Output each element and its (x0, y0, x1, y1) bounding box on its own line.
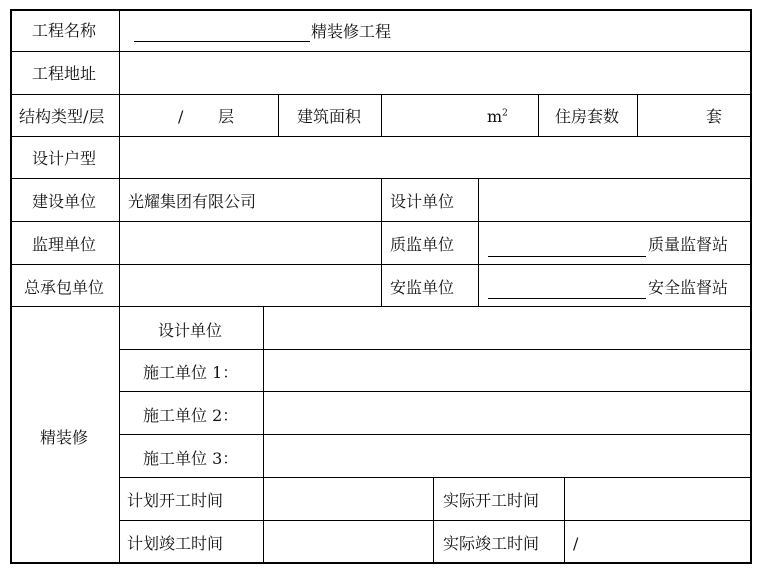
area-unit: $m^2$ (487, 107, 508, 126)
housing-units-label: 住房套数 (555, 107, 620, 126)
row-divider (119, 477, 752, 478)
row-divider (119, 520, 752, 521)
safety-supervision-suffix: 安全监督站 (648, 278, 729, 297)
column-divider (381, 94, 382, 136)
column-divider (278, 94, 279, 136)
building-area-label: 建筑面积 (297, 107, 362, 126)
structure-type-label: 结构类型/层 (19, 107, 105, 126)
row-divider (10, 51, 752, 52)
quality-supervision-label: 质监单位 (390, 235, 455, 254)
floors-unit: 层 (218, 107, 235, 126)
construction-unit-3-label: 施工单位 3： (143, 449, 239, 468)
column-divider (538, 94, 539, 136)
column-divider (564, 477, 565, 564)
design-layout-label: 设计户型 (32, 149, 97, 168)
design-layout-field[interactable] (121, 138, 750, 177)
column-divider (119, 9, 120, 564)
supervision-unit-label: 监理单位 (32, 235, 97, 254)
planned-completion-label: 计划竣工时间 (127, 534, 224, 553)
actual-completion-value: / (573, 534, 579, 553)
column-divider (478, 178, 479, 306)
safety-supervision-blank[interactable] (488, 298, 646, 299)
developer-value: 光耀集团有限公司 (128, 192, 257, 211)
general-contractor-label: 总承包单位 (24, 278, 105, 297)
column-divider (637, 94, 638, 136)
row-divider (119, 391, 752, 392)
row-divider (119, 434, 752, 435)
column-divider (381, 178, 382, 306)
structure-slash: / (178, 107, 184, 126)
planned-start-label: 计划开工时间 (127, 491, 224, 510)
project-address-label: 工程地址 (32, 64, 97, 83)
column-divider (263, 306, 264, 564)
project-name-blank[interactable] (134, 41, 310, 42)
quality-supervision-suffix: 质量监督站 (648, 235, 729, 254)
project-name-label: 工程名称 (32, 21, 97, 40)
construction-unit-1-label: 施工单位 1： (143, 363, 239, 382)
housing-units-unit: 套 (706, 107, 723, 126)
actual-completion-label: 实际竣工时间 (443, 534, 540, 553)
design-unit-label: 设计单位 (390, 192, 455, 211)
row-divider (10, 306, 752, 307)
fit-out-design-unit-label: 设计单位 (158, 321, 223, 340)
actual-start-label: 实际开工时间 (443, 491, 540, 510)
fit-out-label: 精装修 (40, 428, 89, 447)
row-divider (119, 349, 752, 350)
project-name-suffix: 精装修工程 (311, 22, 392, 41)
developer-label: 建设单位 (32, 192, 97, 211)
construction-unit-2-label: 施工单位 2： (143, 406, 239, 425)
quality-supervision-blank[interactable] (488, 256, 646, 257)
safety-supervision-label: 安监单位 (390, 278, 455, 297)
row-divider (10, 136, 752, 137)
project-address-field[interactable] (121, 53, 750, 93)
column-divider (433, 477, 434, 564)
